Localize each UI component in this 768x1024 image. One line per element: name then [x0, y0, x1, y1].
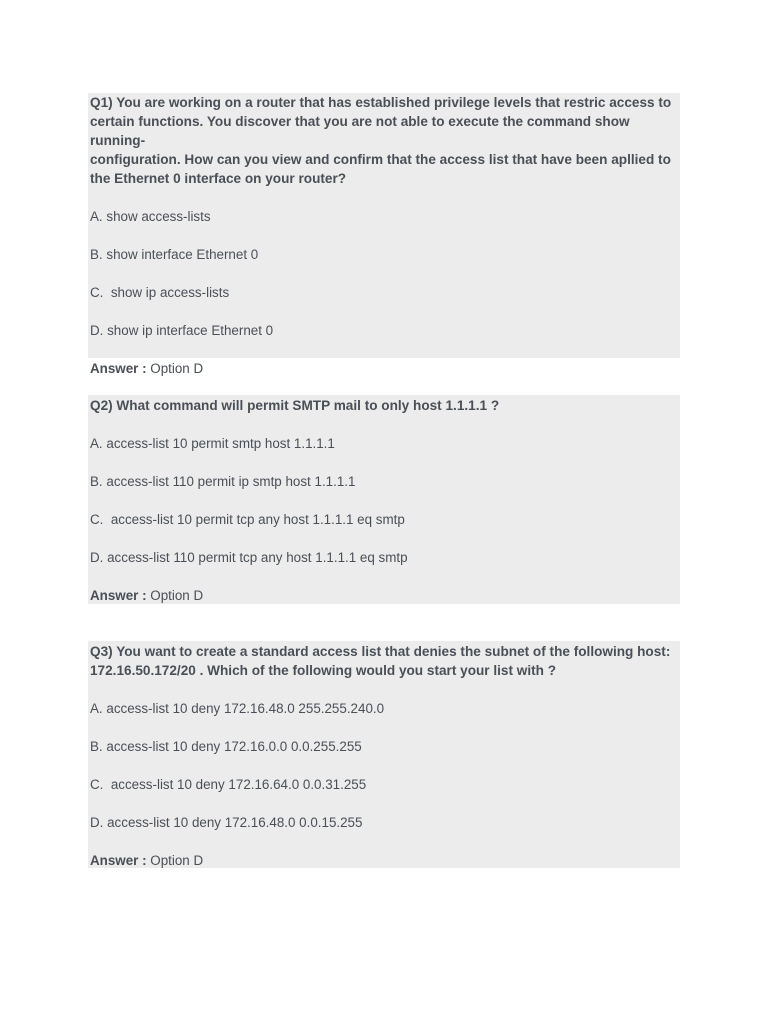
options-list [90, 434, 678, 567]
question-block-1 [88, 93, 680, 376]
option-c: C. show ip access-lists [90, 285, 230, 300]
options-list [90, 207, 678, 340]
options-list [90, 699, 678, 832]
question-line: Q1) You are working on a router that has established privilege levels that restric access to [90, 95, 672, 110]
question-text [90, 395, 678, 415]
option-b: B. access-list 110 permit ip smtp host 1.1.1.1 [90, 474, 356, 489]
option-b: B. show interface Ethernet 0 [90, 247, 259, 262]
question-line: Q2) What command will permit SMTP mail to only host 1.1.1.1 ? [90, 398, 500, 413]
option-c: C. access-list 10 permit tcp any host 1.1.1.1 eq smtp [90, 512, 405, 527]
answer-label: Answer : [90, 361, 147, 376]
answer-line [90, 851, 678, 870]
answer-value: Option D [146, 588, 204, 603]
question-line: certain functions. You discover that you are not able to execute the command show running- [90, 114, 630, 148]
option-d: D. show ip interface Ethernet 0 [90, 323, 274, 338]
answer-value: Option D [146, 853, 204, 868]
option-c: C. access-list 10 deny 172.16.64.0 0.0.31.255 [90, 777, 367, 792]
question-block-3 [88, 641, 680, 868]
option-d: D. access-list 110 permit tcp any host 1.1.1.1 eq smtp [90, 550, 408, 565]
question-line: the Ethernet 0 interface on your router? [90, 171, 347, 186]
question-line: configuration. How can you view and confirm that the access list that have been apllied to [90, 152, 671, 167]
option-a: A. show access-lists [90, 209, 211, 224]
answer-value: Option D [146, 361, 204, 376]
question-line: 172.16.50.172/20 . Which of the following would you start your list with ? [90, 663, 557, 678]
answer-line [90, 359, 678, 378]
answer-line [90, 586, 678, 605]
answer-label: Answer : [90, 853, 147, 868]
question-text [90, 641, 678, 680]
question-block-2 [88, 395, 680, 604]
option-a: A. access-list 10 permit smtp host 1.1.1.1 [90, 436, 335, 451]
question-text [90, 93, 678, 188]
answer-label: Answer : [90, 588, 147, 603]
question-line: Q3) You want to create a standard access list that denies the subnet of the following host: [90, 644, 671, 659]
option-d: D. access-list 10 deny 172.16.48.0 0.0.15.255 [90, 815, 363, 830]
option-b: B. access-list 10 deny 172.16.0.0 0.0.255.255 [90, 739, 362, 754]
option-a: A. access-list 10 deny 172.16.48.0 255.255.240.0 [90, 701, 385, 716]
